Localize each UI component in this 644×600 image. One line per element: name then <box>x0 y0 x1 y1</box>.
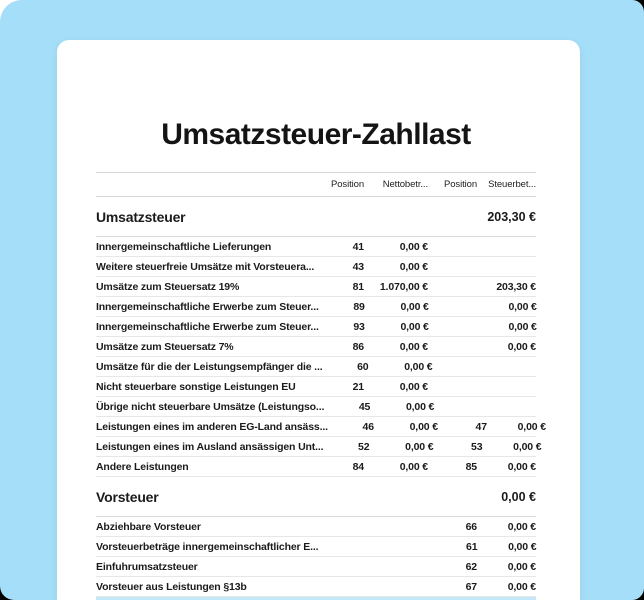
section-header <box>96 477 536 517</box>
table-row <box>96 577 536 597</box>
row-label: Nicht steuerbare sonstige Leistungen EU <box>96 380 296 393</box>
row-label: Einfuhrumsatzsteuer <box>96 560 198 573</box>
table-row <box>96 417 546 437</box>
row-position-1: 45 <box>358 400 371 413</box>
column-header-position-1: Position <box>331 179 364 190</box>
column-header-steuerbetrag: Steuerbet... <box>488 179 536 190</box>
column-header-position-2: Position <box>444 179 477 190</box>
row-nettobetrag: 1.070,00 € <box>379 280 428 293</box>
table-row <box>96 517 536 537</box>
row-steuerbetrag: 0,00 € <box>507 340 536 353</box>
row-label: Innergemeinschaftliche Lieferungen <box>96 240 272 253</box>
column-header-nettobetrag: Nettobetr... <box>382 179 428 190</box>
row-label: Umsätze zum Steuersatz 7% <box>96 340 234 353</box>
row-label: Umsätze für die der Leistungsempfänger die ... <box>96 360 323 373</box>
row-steuerbetrag: 0,00 € <box>508 320 537 333</box>
row-nettobetrag: 0,00 € <box>400 320 429 333</box>
row-position-2: 61 <box>466 540 478 553</box>
row-position-1: 46 <box>362 420 374 433</box>
row-nettobetrag: 0,00 € <box>399 260 428 273</box>
section-total: 203,30 € <box>487 209 536 224</box>
row-position-2: 66 <box>465 520 477 533</box>
section-title: Vorsteuer <box>96 488 159 505</box>
page-title: Umsatzsteuer-Zahllast <box>161 118 471 151</box>
row-label: Vorsteuerbeträge innergemeinschaftlicher E... <box>96 540 319 553</box>
row-position-1: 86 <box>352 340 364 353</box>
row-position-1: 52 <box>358 440 370 453</box>
table-row <box>96 317 536 337</box>
row-steuerbetrag: 0,00 € <box>513 440 542 453</box>
table-row <box>96 257 536 277</box>
row-steuerbetrag: 0,00 € <box>508 300 537 313</box>
row-nettobetrag: 0,00 € <box>399 380 428 393</box>
row-nettobetrag: 0,00 € <box>400 300 429 313</box>
section-title: Umsatzsteuer <box>96 208 186 225</box>
section-total: 0,00 € <box>501 489 536 504</box>
row-nettobetrag: 0,00 € <box>405 400 435 413</box>
table-row <box>96 457 536 477</box>
row-label: Umsätze zum Steuersatz 19% <box>96 280 240 293</box>
row-position-1: 81 <box>352 280 364 293</box>
row-label: Innergemeinschaftliche Erwerbe zum Steuer... <box>96 320 319 333</box>
table-body <box>96 197 546 597</box>
row-position-2: 47 <box>475 420 487 433</box>
table-row <box>96 557 536 577</box>
row-nettobetrag: 0,00 € <box>399 240 428 253</box>
report-card <box>57 40 580 600</box>
row-position-2: 53 <box>471 440 483 453</box>
row-label: Andere Leistungen <box>96 460 189 473</box>
row-position-1: 93 <box>353 320 365 333</box>
row-position-2: 85 <box>465 460 477 473</box>
row-steuerbetrag: 0,00 € <box>508 540 537 553</box>
row-position-1: 21 <box>352 380 364 393</box>
row-steuerbetrag: 0,00 € <box>507 560 536 573</box>
table-row <box>96 357 536 377</box>
row-nettobetrag: 0,00 € <box>409 420 438 433</box>
row-nettobetrag: 0,00 € <box>404 360 433 373</box>
row-position-1: 41 <box>352 240 364 253</box>
row-label: Leistungen eines im anderen EG-Land ansäss... <box>96 420 328 433</box>
row-nettobetrag: 0,00 € <box>399 340 428 353</box>
row-steuerbetrag: 0,00 € <box>507 580 536 593</box>
row-steuerbetrag: 0,00 € <box>507 520 536 533</box>
table-row <box>96 237 536 257</box>
row-nettobetrag: 0,00 € <box>405 440 434 453</box>
row-steuerbetrag: 0,00 € <box>507 460 536 473</box>
row-label: Übrige nicht steuerbare Umsätze (Leistungso... <box>96 400 325 413</box>
row-label: Weitere steuerfreie Umsätze mit Vorsteuera... <box>96 260 315 273</box>
table-header-row <box>96 172 536 197</box>
row-label: Vorsteuer aus Leistungen §13b <box>96 580 247 593</box>
row-position-1: 84 <box>352 460 364 473</box>
table-row <box>96 277 536 297</box>
row-position-1: 89 <box>353 300 365 313</box>
table-row <box>96 297 536 317</box>
row-position-1: 60 <box>357 360 369 373</box>
row-position-2: 67 <box>465 580 477 593</box>
table-row <box>96 437 542 457</box>
row-nettobetrag: 0,00 € <box>399 460 428 473</box>
table-row <box>96 397 536 417</box>
row-steuerbetrag: 203,30 € <box>496 280 536 293</box>
row-label: Abziehbare Vorsteuer <box>96 520 201 533</box>
row-position-2: 62 <box>465 560 477 573</box>
row-steuerbetrag: 0,00 € <box>517 420 546 433</box>
section-header <box>96 197 536 237</box>
table-row <box>96 377 536 397</box>
table-row <box>96 537 536 557</box>
table-row <box>96 337 536 357</box>
row-label: Leistungen eines im Ausland ansässigen Unt... <box>96 440 324 453</box>
row-label: Innergemeinschaftliche Erwerbe zum Steuer... <box>96 300 319 313</box>
row-position-1: 43 <box>352 260 364 273</box>
